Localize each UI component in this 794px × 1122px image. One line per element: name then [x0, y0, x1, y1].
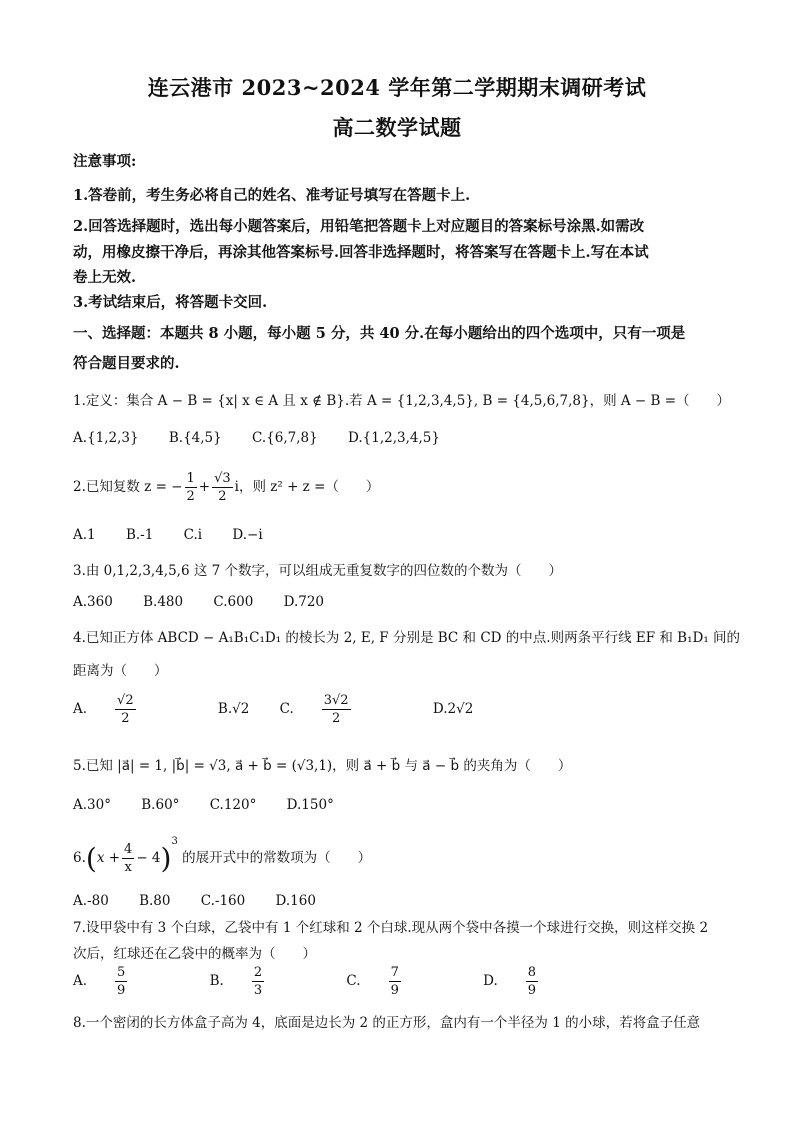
q7-option-a: [73, 965, 179, 998]
question-4-stem-2: 距离为（ ）: [73, 663, 168, 679]
q2-option-c: C.i: [183, 527, 203, 543]
q4-option-c-frac: [322, 694, 377, 725]
q4-option-b: B.√2: [217, 701, 250, 717]
q2-frac1-num: 1: [186, 471, 195, 486]
exam-title: 连云港市 2023~2024 学年第二学期期末调研考试: [147, 75, 647, 100]
q6-frac: [122, 843, 134, 874]
q6-option-a: A.-80: [73, 893, 109, 909]
question-5-stem: 5.已知 |a⃗| = 1, |b⃗| = √3, a⃗ + b⃗ = (√3,1)，则 a⃗ + b⃗ 与 a⃗ − b⃗ 的夹角为（ ）: [73, 758, 572, 774]
q3-option-a: A.360: [73, 594, 113, 610]
q7-b-num: 2: [253, 965, 263, 980]
q6-option-d: D.160: [275, 893, 316, 909]
q7-option-b: [209, 965, 317, 998]
q3-option-c: C.600: [213, 594, 254, 610]
question-1-options: [73, 430, 733, 446]
q6-open-paren: (: [85, 842, 97, 875]
q2-stem-prefix: 2.已知复数 z = −: [73, 479, 183, 495]
q2-frac2-num: √3: [214, 471, 231, 486]
q6-option-b: B.80: [139, 893, 171, 909]
notes-item-1: 1.答卷前，考生务必将自己的姓名、准考证号填写在答题卡上.: [73, 187, 471, 204]
q7-d-frac: [526, 966, 564, 997]
q7-option-d: [483, 965, 590, 998]
q2-plus: +: [198, 479, 211, 495]
q4-c-num: 3√2: [323, 693, 349, 708]
q7-d-num: 8: [527, 965, 537, 980]
question-8-stem: 8.一个密闭的长方体盒子高为 4，底面是边长为 2 的正方形，盒内有一个半径为 1 的小球，若将盒子任意: [73, 1015, 701, 1031]
q4-option-a-frac: [115, 694, 162, 725]
q4-option-c-label: C.: [279, 701, 294, 717]
q7-c-frac: [389, 966, 427, 997]
question-2-stem: [73, 472, 733, 503]
q7-c-num: 7: [390, 965, 399, 980]
q7-c-label: C.: [346, 973, 361, 989]
q2-stem-tail: i，则 z² + z =（ ）: [234, 479, 380, 495]
q4-a-den: 2: [121, 711, 130, 726]
q5-option-d: D.150°: [286, 797, 334, 813]
q6-option-c: C.-160: [200, 893, 246, 909]
notes-item-2c: 卷上无效.: [73, 269, 137, 286]
question-7-stem-2: 次后，红球还在乙袋中的概率为（ ）: [73, 946, 316, 962]
q7-option-c: [346, 965, 452, 998]
section-heading-line1: 一、选择题：本题共 8 小题，每小题 5 分，共 40 分.在每小题给出的四个选项中，只有一项是: [73, 325, 686, 342]
q6-close-paren: ): [160, 842, 172, 875]
question-7-options: [73, 966, 733, 997]
q7-a-frac: [115, 966, 153, 997]
question-1-stem: 1.定义：集合 A − B = {x| x ∈ A 且 x ∉ B}.若 A = {1,2,3,4,5}, B = {4,5,6,7,8}，则 A − B =（ ）: [73, 393, 731, 409]
q1-option-a: A.{1,2,3}: [73, 430, 139, 446]
question-2-options: [73, 527, 733, 543]
q1-option-b: B.{4,5}: [168, 430, 222, 446]
q7-a-num: 5: [117, 965, 126, 980]
question-4-stem-1: 4.已知正方体 ABCD − A₁B₁C₁D₁ 的棱长为 2, E, F 分别是 BC 和 CD 的中点.则两条平行线 EF 和 B₁D₁ 间的: [73, 630, 741, 646]
q2-frac2-den: 2: [218, 489, 227, 504]
q3-option-d: D.720: [283, 594, 325, 610]
q6-frac-num: 4: [124, 842, 133, 857]
q2-frac-1: [185, 472, 197, 503]
q4-option-a-label: A.: [73, 701, 88, 717]
q7-a-label: A.: [73, 973, 88, 989]
q5-option-a: A.30°: [73, 797, 111, 813]
q4-c-den: 2: [332, 711, 341, 726]
q5-option-c: C.120°: [209, 797, 257, 813]
q7-d-den: 9: [527, 983, 537, 998]
q7-b-den: 3: [253, 983, 263, 998]
q6-x-plus: x +: [96, 850, 121, 866]
q3-option-b: B.480: [143, 594, 184, 610]
q6-minus-four: − 4: [136, 850, 161, 866]
exam-subtitle: 高二数学试题: [332, 115, 462, 140]
q6-frac-den: x: [124, 860, 132, 875]
q7-c-den: 9: [390, 983, 399, 998]
q4-a-num: √2: [117, 693, 134, 708]
q6-number: 6.: [73, 850, 86, 866]
q2-frac-2: [212, 472, 233, 503]
q4-option-a: [73, 693, 188, 726]
question-3-stem: 3.由 0,1,2,3,4,5,6 这 7 个数字，可以组成无重复数字的四位数的个数为（ ）: [73, 563, 563, 579]
q1-option-c: C.{6,7,8}: [252, 430, 318, 446]
q7-d-label: D.: [483, 973, 498, 989]
question-3-options: [73, 594, 733, 610]
q2-option-a: A.1: [73, 527, 96, 543]
q2-option-d: D.−i: [232, 527, 263, 543]
section-heading-line2: 符合题目要求的.: [73, 355, 180, 372]
q2-frac1-den: 2: [186, 489, 195, 504]
question-7-stem-1: 7.设甲袋中有 3 个白球，乙袋中有 1 个红球和 2 个白球.现从两个袋中各摸一个球进行交换，则这样交换 2: [73, 920, 709, 936]
notes-item-3: 3.考试结束后，将答题卡交回.: [73, 294, 268, 311]
question-6-options: [73, 893, 733, 909]
question-5-options: [73, 797, 733, 813]
question-4-options: [73, 694, 733, 725]
q6-exponent: 3: [171, 836, 178, 847]
q7-b-frac: [252, 966, 290, 997]
q1-option-d: D.{1,2,3,4,5}: [348, 430, 440, 446]
q2-option-b: B.-1: [125, 527, 154, 543]
notes-heading: 注意事项:: [73, 153, 137, 170]
q4-option-d: D.2√2: [432, 701, 474, 717]
notes-item-2b: 动，用橡皮擦干净后，再涂其他答案标号.回答非选择题时，将答案写在答题卡上.写在本试: [73, 244, 649, 261]
q4-option-c: [279, 693, 403, 726]
question-6-stem: [73, 836, 733, 875]
q7-a-den: 9: [117, 983, 126, 998]
q5-option-b: B.60°: [141, 797, 180, 813]
notes-item-2a: 2.回答选择题时，选出每小题答案后，用铅笔把答题卡上对应题目的答案标号涂黑.如需改: [73, 218, 645, 235]
q6-stem-tail: 的展开式中的常数项为（ ）: [182, 850, 372, 866]
q7-b-label: B.: [209, 973, 224, 989]
